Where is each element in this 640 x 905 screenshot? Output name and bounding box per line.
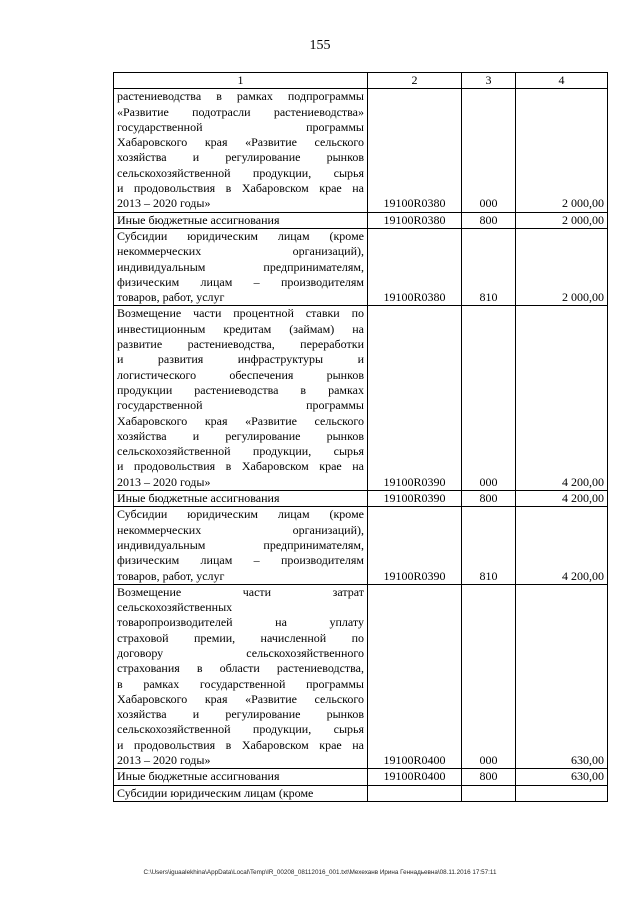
expense-name-line: Хабаровского края «Развитие сельского xyxy=(117,413,364,428)
expense-name-cell xyxy=(114,306,368,491)
expense-name-line: инвестиционным кредитам (займам) на xyxy=(117,321,364,336)
expense-name-cell xyxy=(114,507,368,584)
target-article-code-cell: 19100R0400 xyxy=(368,584,462,769)
expense-name-line: Субсидии юридическим лицам (кроме xyxy=(117,507,364,522)
expense-name-cell xyxy=(114,491,368,507)
expense-name-cell xyxy=(114,89,368,212)
expense-type-code-cell xyxy=(462,785,516,801)
expense-name-line: товаропроизводителей на уплату xyxy=(117,615,364,630)
table-header-row xyxy=(114,73,608,89)
expense-name-line: сельскохозяйственной продукции, сырья xyxy=(117,722,364,737)
table-row xyxy=(114,785,608,801)
target-article-code-cell: 19100R0390 xyxy=(368,491,462,507)
expense-type-code-cell: 810 xyxy=(462,228,516,305)
amount-cell: 2 000,00 xyxy=(516,212,608,228)
target-article-code-cell: 19100R0380 xyxy=(368,212,462,228)
expense-name-line: государственной программы xyxy=(117,119,364,134)
target-article-code-cell: 19100R0390 xyxy=(368,507,462,584)
expense-name-line: товаров, работ, услуг xyxy=(117,290,225,305)
amount-cell xyxy=(516,785,608,801)
expense-name-line: Хабаровского края «Развитие сельского xyxy=(117,135,364,150)
table-row xyxy=(114,212,608,228)
expense-type-code-cell: 810 xyxy=(462,507,516,584)
expense-name-line: в рамках государственной программы xyxy=(117,676,364,691)
expense-name-line: Иные бюджетные ассигнования xyxy=(117,212,280,227)
expense-name-line: Хабаровского края «Развитие сельского xyxy=(117,691,364,706)
expense-name-line: хозяйства и регулирование рынков xyxy=(117,428,364,443)
table-row xyxy=(114,306,608,491)
expense-name-line: Иные бюджетные ассигнования xyxy=(117,769,280,784)
table-row xyxy=(114,507,608,584)
expense-name-line: и продовольствия в Хабаровском крае на xyxy=(117,181,364,196)
table-row xyxy=(114,228,608,305)
amount-cell: 4 200,00 xyxy=(516,507,608,584)
amount-cell: 2 000,00 xyxy=(516,228,608,305)
expense-name-cell xyxy=(114,785,368,801)
expense-name-line: «Развитие подотрасли растениеводства» xyxy=(117,104,364,119)
expense-name-line: физическим лицам – производителям xyxy=(117,553,364,568)
expense-name-line: индивидуальным предпринимателям, xyxy=(117,259,364,274)
expense-name-line: и продовольствия в Хабаровском крае на xyxy=(117,459,364,474)
file-path-footer: C:\Users\iguaalekhina\AppData\Local\Temp\IR_00208_08112016_001.txt\Мехеханв Ирина Геннадьевна\08.11.2016 17:57:11 xyxy=(143,869,497,876)
column-header: 1 xyxy=(114,73,368,89)
expense-name-line: Субсидии юридическим лицам (кроме xyxy=(117,785,314,800)
amount-cell: 2 000,00 xyxy=(516,89,608,212)
expense-type-code-cell: 800 xyxy=(462,491,516,507)
expense-name-line: Возмещение части затрат xyxy=(117,584,364,599)
expense-name-line: сельскохозяйственной продукции, сырья xyxy=(117,444,364,459)
expense-type-code-cell: 000 xyxy=(462,306,516,491)
expense-name-line: физическим лицам – производителям xyxy=(117,274,364,289)
expense-name-line: индивидуальным предпринимателям, xyxy=(117,537,364,552)
expense-name-line: страховой премии, начисленной по xyxy=(117,630,364,645)
expense-name-line: сельскохозяйственной продукции, сырья xyxy=(117,165,364,180)
table-row xyxy=(114,89,608,212)
expense-name-line: и продовольствия в Хабаровском крае на xyxy=(117,737,364,752)
expense-name-line: 2013 – 2020 годы» xyxy=(117,753,211,768)
expense-name-line: хозяйства и регулирование рынков xyxy=(117,707,364,722)
table-body xyxy=(114,89,608,802)
expense-name-line: продукции растениеводства в рамках xyxy=(117,382,364,397)
column-header: 3 xyxy=(462,73,516,89)
expense-name-line: государственной программы xyxy=(117,398,364,413)
expense-name-cell xyxy=(114,584,368,769)
target-article-code-cell: 19100R0380 xyxy=(368,89,462,212)
expense-name-cell xyxy=(114,769,368,785)
expense-name-line: и развития инфраструктуры и xyxy=(117,352,364,367)
amount-cell: 630,00 xyxy=(516,584,608,769)
expense-name-line: некоммерческих организаций), xyxy=(117,522,364,537)
target-article-code-cell xyxy=(368,785,462,801)
expense-name-line: сельскохозяйственных xyxy=(117,600,233,615)
expense-name-line: договору сельскохозяйственного xyxy=(117,645,364,660)
expense-type-code-cell: 800 xyxy=(462,769,516,785)
column-header: 2 xyxy=(368,73,462,89)
expense-name-line: развитие растениеводства, переработки xyxy=(117,337,364,352)
expense-name-cell xyxy=(114,228,368,305)
amount-cell: 4 200,00 xyxy=(516,306,608,491)
amount-cell: 630,00 xyxy=(516,769,608,785)
budget-table xyxy=(113,72,608,802)
expense-name-line: хозяйства и регулирование рынков xyxy=(117,150,364,165)
target-article-code-cell: 19100R0400 xyxy=(368,769,462,785)
expense-type-code-cell: 800 xyxy=(462,212,516,228)
column-header: 4 xyxy=(516,73,608,89)
table-row xyxy=(114,769,608,785)
expense-name-line: логистического обеспечения рынков xyxy=(117,367,364,382)
expense-name-line: Возмещение части процентной ставки по xyxy=(117,306,364,321)
expense-name-cell xyxy=(114,212,368,228)
expense-name-line: 2013 – 2020 годы» xyxy=(117,196,211,211)
table-row xyxy=(114,491,608,507)
table-row xyxy=(114,584,608,769)
expense-name-line: Субсидии юридическим лицам (кроме xyxy=(117,228,364,243)
page-number: 155 xyxy=(309,38,331,53)
target-article-code-cell: 19100R0390 xyxy=(368,306,462,491)
expense-type-code-cell: 000 xyxy=(462,89,516,212)
expense-name-line: Иные бюджетные ассигнования xyxy=(117,491,280,506)
target-article-code-cell: 19100R0380 xyxy=(368,228,462,305)
expense-type-code-cell: 000 xyxy=(462,584,516,769)
expense-name-line: некоммерческих организаций), xyxy=(117,244,364,259)
expense-name-line: 2013 – 2020 годы» xyxy=(117,474,211,489)
expense-name-line: растениеводства в рамках подпрограммы xyxy=(117,89,364,104)
expense-name-line: товаров, работ, услуг xyxy=(117,568,225,583)
expense-name-line: страхования в области растениеводства, xyxy=(117,661,364,676)
amount-cell: 4 200,00 xyxy=(516,491,608,507)
